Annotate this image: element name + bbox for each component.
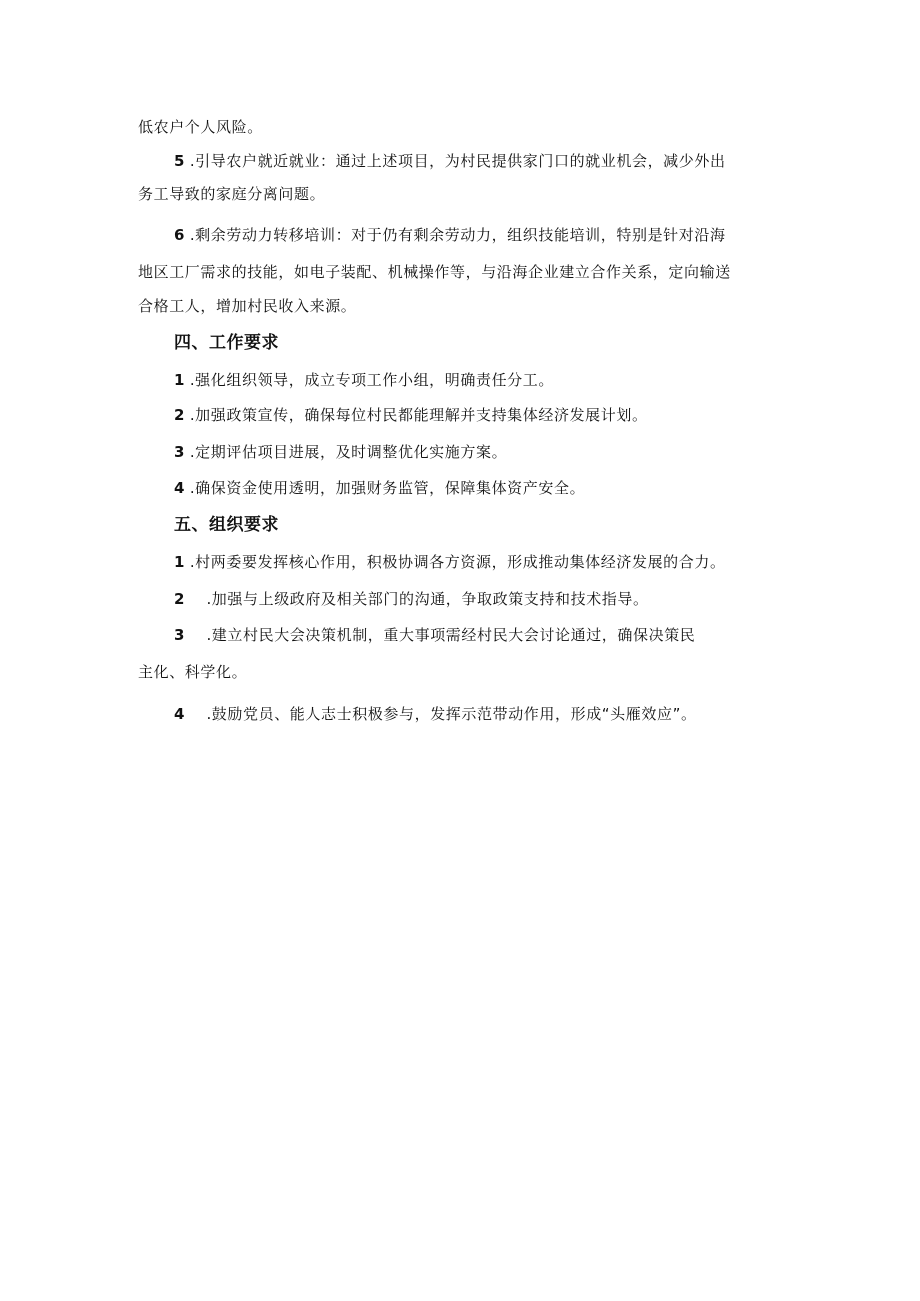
item-number: 3 — [174, 443, 185, 461]
item-text: .引导农户就近就业：通过上述项目，为村民提供家门口的就业机会，减少外出 — [189, 152, 726, 170]
paragraph-continuation: 低农户个人风险。 — [138, 118, 263, 136]
s4-item-2 — [174, 405, 788, 425]
section-5-title: 五、组织要求 — [174, 515, 279, 535]
item-number: 4 — [174, 705, 185, 723]
section-4-title: 四、工作要求 — [174, 333, 279, 353]
s5-item-4 — [174, 704, 788, 724]
item-6-line-3: 合格工人，增加村民收入来源。 — [138, 297, 357, 315]
item-number: 5 — [174, 152, 185, 170]
item-text: .确保资金使用透明，加强财务监管，保障集体资产安全。 — [189, 479, 586, 497]
item-number: 3 — [174, 626, 185, 644]
item-text: .定期评估项目进展，及时调整优化实施方案。 — [189, 443, 508, 461]
s4-item-1 — [174, 370, 788, 390]
s5-item-2 — [174, 589, 788, 609]
item-text: .加强政策宣传，确保每位村民都能理解并支持集体经济发展计划。 — [189, 406, 648, 424]
item-6-line-1 — [174, 225, 788, 245]
item-number: 6 — [174, 226, 185, 244]
item-6-line-2: 地区工厂需求的技能，如电子装配、机械操作等，与沿海企业建立合作关系，定向输送 — [138, 263, 731, 281]
item-number: 1 — [174, 371, 185, 389]
s5-item-3-line-1 — [174, 625, 788, 645]
item-text: .加强与上级政府及相关部门的沟通，争取政策支持和技术指导。 — [206, 590, 649, 608]
item-text: .剩余劳动力转移培训：对于仍有剩余劳动力，组织技能培训，特别是针对沿海 — [189, 226, 726, 244]
s5-item-3-line-2: 主化、科学化。 — [138, 663, 248, 681]
s4-item-4 — [174, 478, 788, 498]
item-text: .村两委要发挥核心作用，积极协调各方资源，形成推动集体经济发展的合力。 — [189, 553, 726, 571]
item-number: 1 — [174, 553, 185, 571]
s5-item-1 — [174, 552, 788, 572]
item-text: .建立村民大会决策机制，重大事项需经村民大会讨论通过，确保决策民 — [206, 626, 696, 644]
item-text: .强化组织领导，成立专项工作小组，明确责任分工。 — [189, 371, 554, 389]
item-5-line-2: 务工导致的家庭分离问题。 — [138, 185, 326, 203]
item-number: 2 — [174, 406, 185, 424]
item-5-line-1 — [174, 151, 788, 171]
item-text: .鼓励党员、能人志士积极参与，发挥示范带动作用，形成“头雁效应”。 — [206, 705, 697, 723]
s4-item-3 — [174, 442, 788, 462]
item-number: 2 — [174, 590, 185, 608]
item-number: 4 — [174, 479, 185, 497]
